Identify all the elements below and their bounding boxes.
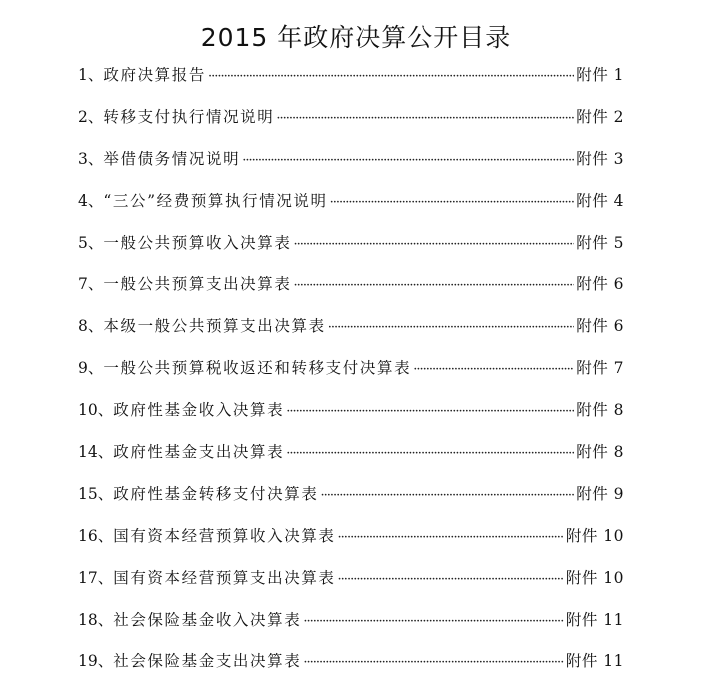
toc-entry xyxy=(78,609,624,651)
toc-entry-title: 转移支付执行情况说明 xyxy=(103,107,275,126)
toc-entry-attachment: 附件 4 xyxy=(576,191,624,210)
toc-entry xyxy=(78,315,624,357)
toc-entry-attachment: 附件 2 xyxy=(576,107,624,126)
toc-entry-title: 一般公共预算支出决算表 xyxy=(103,275,292,294)
toc-entry-number: 16、 xyxy=(78,526,114,545)
toc-dot-leader xyxy=(338,527,564,549)
toc-entry-attachment: 附件 11 xyxy=(565,652,624,671)
toc-entry-attachment: 附件 8 xyxy=(576,401,624,420)
toc-entry-attachment: 附件 10 xyxy=(565,568,624,587)
toc-entry xyxy=(78,232,624,274)
toc-entry-title: 一般公共预算收入决算表 xyxy=(103,233,292,252)
toc-entry-attachment: 附件 6 xyxy=(576,317,624,336)
toc-dot-leader xyxy=(276,108,574,130)
toc-entry-attachment: 附件 7 xyxy=(576,359,624,378)
toc-entry-title: 国有资本经营预算支出决算表 xyxy=(113,568,336,587)
toc-entry-number: 10、 xyxy=(78,401,114,420)
toc-entry-title: 政府性基金收入决算表 xyxy=(113,401,285,420)
toc-entry-attachment: 附件 6 xyxy=(576,275,624,294)
toc-dot-leader xyxy=(286,443,574,465)
toc-entry-attachment: 附件 8 xyxy=(576,443,624,462)
toc-dot-leader xyxy=(303,611,564,633)
toc-entry-number: 7、 xyxy=(78,275,104,294)
toc-dot-leader xyxy=(293,275,574,297)
toc-entry xyxy=(78,567,624,609)
toc-entry-number: 8、 xyxy=(78,317,104,336)
toc-entry-number: 1、 xyxy=(78,66,104,84)
toc-entry-attachment: 附件 3 xyxy=(576,149,624,168)
toc-entry-number: 14、 xyxy=(78,443,114,462)
toc-dot-leader xyxy=(328,317,575,339)
toc-entry-attachment: 附件 11 xyxy=(565,610,624,629)
toc-entry-title: 社会保险基金支出决算表 xyxy=(113,652,302,671)
toc-entry-attachment: 附件 10 xyxy=(565,526,624,545)
toc-dot-leader xyxy=(242,150,574,172)
toc-entry-title: 政府性基金支出决算表 xyxy=(113,443,285,462)
toc-entry-title: 社会保险基金收入决算表 xyxy=(113,610,302,629)
toc-entry-title: 政府决算报告 xyxy=(103,66,206,84)
toc-dot-leader xyxy=(413,359,574,381)
toc-dot-leader xyxy=(338,569,564,591)
toc-entry xyxy=(78,273,624,315)
toc-entry-number: 18、 xyxy=(78,610,114,629)
toc-dot-leader xyxy=(208,66,574,88)
table-of-contents xyxy=(78,64,624,692)
toc-dot-leader xyxy=(293,234,574,256)
toc-entry-title: 政府性基金转移支付决算表 xyxy=(113,484,319,503)
toc-entry xyxy=(78,650,624,692)
toc-entry-number: 5、 xyxy=(78,233,104,252)
toc-entry-attachment: 附件 5 xyxy=(576,233,624,252)
toc-entry-number: 17、 xyxy=(78,568,114,587)
toc-entry-number: 4、 xyxy=(78,191,104,210)
toc-entry xyxy=(78,106,624,148)
toc-entry-number: 2、 xyxy=(78,107,104,126)
toc-entry xyxy=(78,483,624,525)
toc-entry-number: 15、 xyxy=(78,484,114,503)
toc-entry xyxy=(78,525,624,567)
toc-entry xyxy=(78,148,624,190)
toc-entry-number: 9、 xyxy=(78,359,104,378)
toc-dot-leader xyxy=(330,192,575,214)
toc-entry-title: 本级一般公共预算支出决算表 xyxy=(103,317,326,336)
toc-entry xyxy=(78,190,624,232)
toc-entry xyxy=(78,64,624,106)
toc-entry xyxy=(78,441,624,483)
toc-dot-leader xyxy=(286,401,574,423)
toc-entry-number: 3、 xyxy=(78,149,104,168)
toc-entry xyxy=(78,357,624,399)
toc-entry-title: 国有资本经营预算收入决算表 xyxy=(113,526,336,545)
toc-entry-attachment: 附件 1 xyxy=(576,66,624,84)
toc-entry-title: 举借债务情况说明 xyxy=(103,149,241,168)
page-title: 2015 年政府决算公开目录 xyxy=(200,22,512,52)
toc-dot-leader xyxy=(303,652,564,674)
toc-entry-number: 19、 xyxy=(78,652,114,671)
toc-dot-leader xyxy=(320,485,574,507)
toc-entry xyxy=(78,399,624,441)
toc-entry-title: “三公”经费预算执行情况说明 xyxy=(103,191,328,210)
toc-entry-title: 一般公共预算税收返还和转移支付决算表 xyxy=(103,359,412,378)
toc-entry-attachment: 附件 9 xyxy=(576,484,624,503)
